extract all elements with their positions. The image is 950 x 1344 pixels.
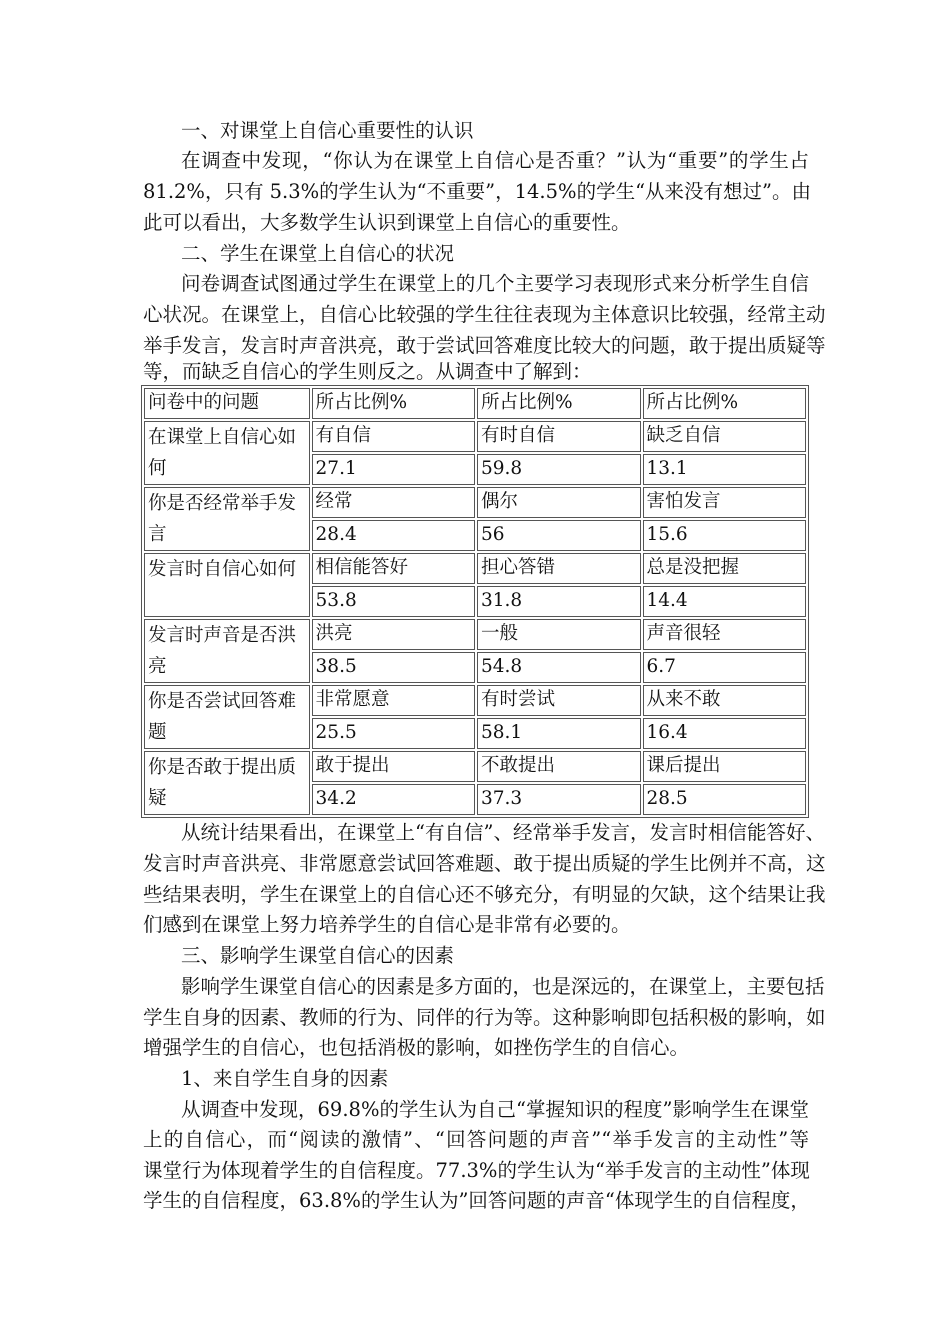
paragraph-line: 此可以看出，大多数学生认识到课堂上自信心的重要性。 [143,211,631,234]
value-cell: 14.4 [643,586,807,617]
paragraph-line: 心状况。在课堂上，自信心比较强的学生往往表现为主体意识比较强，经常主动 [143,303,826,326]
option-cell: 有时自信 [477,421,640,452]
section2-heading: 二、学生在课堂上自信心的状况 [181,242,455,265]
question-cell: 发言时自信心如何 [144,553,310,617]
option-cell: 不敢提出 [477,751,640,782]
value-cell: 15.6 [643,520,807,551]
option-cell: 敢于提出 [312,751,475,782]
table-header-row [144,388,806,419]
option-cell: 害怕发言 [643,487,807,518]
option-cell: 总是没把握 [643,553,807,584]
paragraph-line: 上的自信心，而“阅读的激情”、“回答问题的声音”“举手发言的主动性”等 [143,1128,809,1151]
paragraph-line: 些结果表明，学生在课堂上的自信心还不够充分，有明显的欠缺，这个结果让我 [143,883,826,906]
value-cell: 13.1 [643,454,807,485]
option-cell: 经常 [312,487,475,518]
option-cell: 相信能答好 [312,553,475,584]
table-row [144,553,806,584]
paragraph-line: 在调查中发现，“你认为在课堂上自信心是否重？”认为“重要”的学生占 [181,149,809,172]
paragraph-line: 课堂行为体现着学生的自信程度。77.3%的学生认为“举手发言的主动性”体现 [143,1159,810,1182]
question-cell: 发言时声音是否洪亮 [144,619,310,683]
paragraph-line: 增强学生的自信心，也包括消极的影响，如挫伤学生的自信心。 [143,1036,690,1059]
paragraph-line: 等，而缺乏自信心的学生则反之。从调查中了解到： [143,360,592,383]
paragraph-line: 发言时声音洪亮、非常愿意尝试回答难题、敢于提出质疑的学生比例并不高，这 [143,852,826,875]
table-row [144,487,806,518]
section3-1-heading: 1、来自学生自身的因素 [181,1067,389,1090]
survey-table [141,385,809,818]
paragraph-line: 81.2%，只有 5.3%的学生认为“不重要”，14.5%的学生“从来没有想过”。由 [143,180,812,203]
paragraph-line: 从调查中发现，69.8%的学生认为自己“掌握知识的程度”影响学生在课堂 [181,1098,809,1121]
section1-heading: 一、对课堂上自信心重要性的认识 [181,119,474,142]
option-cell: 有时尝试 [477,685,640,716]
paragraph-line: 学生自身的因素、教师的行为、同伴的行为等。这种影响即包括积极的影响，如 [143,1006,826,1029]
value-cell: 31.8 [477,586,640,617]
section3-heading: 三、影响学生课堂自信心的因素 [181,944,455,967]
value-cell: 34.2 [312,784,475,815]
value-cell: 56 [477,520,640,551]
value-cell: 53.8 [312,586,475,617]
option-cell: 声音很轻 [643,619,807,650]
option-cell: 从来不敢 [643,685,807,716]
table-row [144,751,806,782]
paragraph-line: 学生的自信程度，63.8%的学生认为”回答问题的声音“体现学生的自信程度， [143,1189,810,1212]
paragraph-line: 影响学生课堂自信心的因素是多方面的，也是深远的，在课堂上，主要包括 [181,975,825,998]
value-cell: 25.5 [312,718,475,749]
paragraph-line: 举手发言，发言时声音洪亮，敢于尝试回答难度比较大的问题，敢于提出质疑等 [143,334,826,357]
value-cell: 38.5 [312,652,475,683]
value-cell: 27.1 [312,454,475,485]
question-cell: 在课堂上自信心如何 [144,421,310,485]
option-cell: 非常愿意 [312,685,475,716]
value-cell: 37.3 [477,784,640,815]
paragraph-line: 从统计结果看出，在课堂上“有自信”、经常举手发言，发言时相信能答好、 [181,821,825,844]
value-cell: 28.4 [312,520,475,551]
option-cell: 课后提出 [643,751,807,782]
table-row [144,685,806,716]
option-cell: 缺乏自信 [643,421,807,452]
value-cell: 28.5 [643,784,807,815]
question-cell: 你是否经常举手发言 [144,487,310,551]
table-row [144,421,806,452]
option-cell: 一般 [477,619,640,650]
value-cell: 58.1 [477,718,640,749]
table-header-cell: 所占比例% [312,388,475,419]
table-header-cell: 所占比例% [477,388,640,419]
value-cell: 16.4 [643,718,807,749]
option-cell: 担心答错 [477,553,640,584]
value-cell: 6.7 [643,652,807,683]
option-cell: 有自信 [312,421,475,452]
question-cell: 你是否敢于提出质疑 [144,751,310,815]
table-header-cell: 问卷中的问题 [144,388,310,419]
paragraph-line: 们感到在课堂上努力培养学生的自信心是非常有必要的。 [143,913,631,936]
value-cell: 59.8 [477,454,640,485]
option-cell: 洪亮 [312,619,475,650]
paragraph-line: 问卷调查试图通过学生在课堂上的几个主要学习表现形式来分析学生自信 [181,272,809,295]
table-header-cell: 所占比例% [643,388,807,419]
question-cell: 你是否尝试回答难题 [144,685,310,749]
table-row [144,619,806,650]
option-cell: 偶尔 [477,487,640,518]
value-cell: 54.8 [477,652,640,683]
